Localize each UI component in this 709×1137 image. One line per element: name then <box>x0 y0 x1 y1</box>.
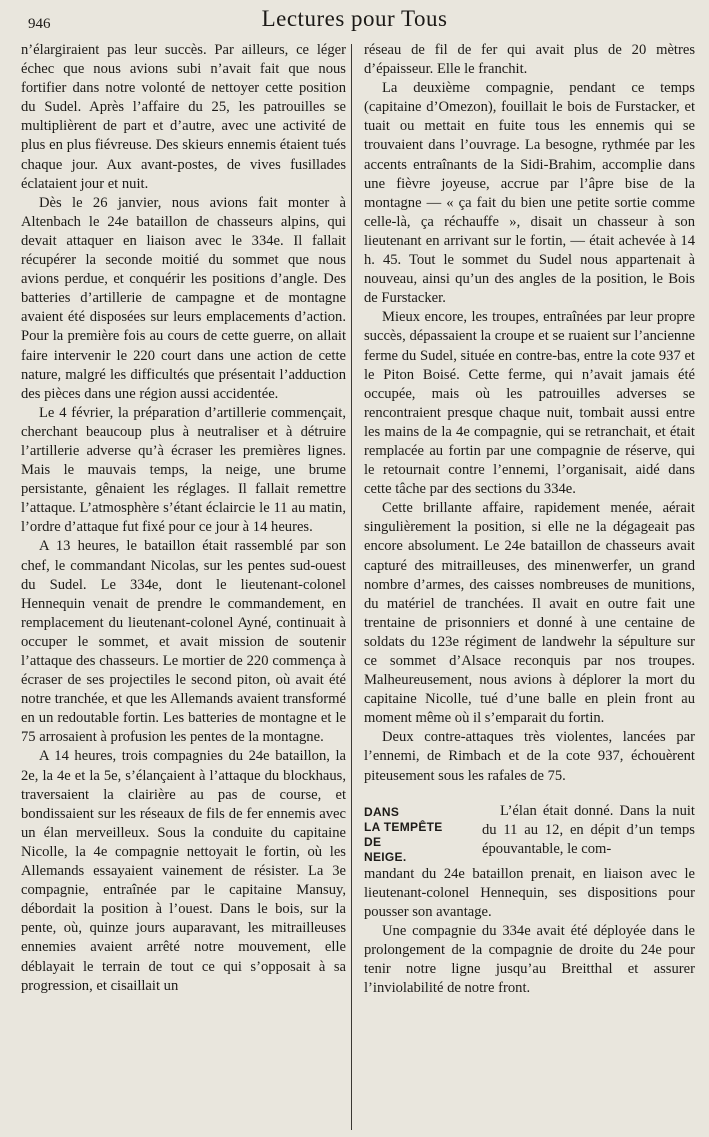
paragraph: réseau de fil de fer qui avait plus de 20 mètres d’épaisseur. Elle le franchit. <box>364 42 695 78</box>
sidehead-line: NEIGE. <box>364 849 407 864</box>
sidehead-line: LA TEMPÊTE <box>364 819 443 834</box>
paragraph: Deux contre-attaques très violentes, lancées par l’ennemi, de Rimbach et de la cote 937, échouèrent piteusement sous les rafales de 75. <box>364 729 695 784</box>
running-title: Lectures pour Tous <box>261 6 448 31</box>
page-number: 946 <box>28 16 51 32</box>
paragraph: Cette brillante affaire, rapidement menée, aérait singulièrement la position, si elle ne la dégageait pas encore absolument. Le 24e bataillon de chasseurs avait capturé des mitrailleuses, des minenwerfer, un grand nombre d’armes, des caisses nombreuses de munitions, du matériel de tranchées. Il avait en outre fait une trentaine de prisonniers et donné à une centaine de soldats du 123e régiment de landwehr la sépulture sur ce sommet d’Alsace reconquis par nos troupes. Malheureusement, nous avions à déplorer la mort du capitaine Nicolle, tué d’une balle en plein front au moment même où il s’emparait du fortin. <box>364 500 695 727</box>
sidehead-line: DE <box>364 834 382 849</box>
sidehead-paragraph: L’élan était donné. Dans la nuit du 11 au 12, en dépit d’un temps épouvantable, le com- <box>482 802 695 857</box>
paragraph: Mieux encore, les troupes, entraînées par leur propre succès, dépassaient la croupe et se ruaient sur l’ancienne ferme du Sudel, située en contre-bas, entre la cote 937 et le Piton Boisé. Cette ferme, qui n’avait jamais été occupée, mais où les patrouilles adverses se rencontraient presque chaque nuit, tombait aussi entre les mains de la 4e compagnie, qui se retranchait, et était remplacée au fortin par une compagnie de réserve, qui le retournait contre l’ennemi, l’organisait, aidé dans cette tâche par des sections du 334e. <box>364 309 695 498</box>
section-sidehead <box>364 802 482 865</box>
page-header <box>0 0 709 38</box>
column-divider <box>351 44 352 1130</box>
paragraph: Dès le 26 janvier, nous avions fait monter à Altenbach le 24e bataillon de chasseurs alpins, qui devait attaquer en liaison avec le 334e. Il fallait récupérer la seconde moitié du sommet que nous avions perdue, et conquérir les positions d’angle. Des batteries d’artillerie de campagne et de montagne avaient été disposées sur leurs emplacements d’action. Pour la première fois au cours de cette guerre, on allait faire intervenir le 220 court dans une action de cette nature, malgré les difficultés que présentait l’adduction des pièces dans une région aussi accidentée. <box>21 194 346 402</box>
left-column <box>21 41 346 1131</box>
paragraph: n’élargiraient pas leur succès. Par ailleurs, ce léger échec que nous avions subi n’avait fait que nous fortifier dans notre volonté de nettoyer cette position du Sudel. Après l’affaire du 25, les patrouilles se multiplièrent de part et d’autre, avec une activité de plus en plus fiévreuse. Des skieurs ennemis étaient tués chaque jour. Aux avant-postes, de vives fusillades éclataient jour et nuit. <box>21 42 346 192</box>
paragraph: A 13 heures, le bataillon était rassemblé par son chef, le commandant Nicolas, sur les pentes sud-ouest du Sudel. Le 334e, dont le lieutenant-colonel Hennequin venait de prendre le commandement, en remplacement du lieutenant-colonel Ayné, continuait à occuper le sommet, et avait mission de soutenir l’attaque des chasseurs. Le mortier de 220 commença à écraser de ses projectiles le second piton, où avait été notre tranchée, et que les Allemands avaient transformé en un redoutable fortin. Les batteries de montagne et le 75 arrosaient à profusion les pentes de la montagne. <box>21 538 346 746</box>
paragraph: A 14 heures, trois compagnies du 24e bataillon, la 2e, la 4e et la 5e, s’élançaient à l’attaque du blockhaus, traversaient la clairière au pas de course, et bondissaient sur les réseaux de fils de fer ennemis avec un élan merveilleux. Sous la conduite du capitaine Nicolle, la 4e compagnie nettoyait le fortin, où les Allemands essayaient vainement de résister. La 3e compagnie, entraînée par le capitaine Mansuy, débordait la position à l’ouest. Dans le bois, sur la pente, où, quinze jours auparavant, les mitrailleuses ennemies avaient arrêté notre mouvement, elle déblayait le terrain de tout ce qui s’opposait à sa progression, et cisaillait un <box>21 748 346 994</box>
paragraph-continuation: mandant du 24e bataillon prenait, en liaison avec le lieutenant-colonel Hennequin, ses dispositions pour pousser son avantage. <box>364 865 695 920</box>
paragraph: Une compagnie du 334e avait été déployée dans le prolongement de la compagnie de droite du 24e pour tenir notre ligne jusqu’au Breitthal et assurer l’inviolabilité de notre front. <box>364 922 695 997</box>
paragraph: La deuxième compagnie, pendant ce temps (capitaine d’Omezon), fouillait le bois de Furstacker, et tuait ou mettait en fuite tous les ennemis qui se trouvaient dans l’ouvrage. La besogne, rythmée par les accents entraînants de la Sidi-Brahim, accomplie dans une fièvre joyeuse, accrue par l’âpre bise de la montagne — « ça fait du bien une petite sortie comme celle-là, ça réchauffe », disait un chasseur à son lieutenant en arrivant sur le fortin, — était achevée à 14 h. 45. Tout le sommet du Sudel nous appartenait à nouveau, ainsi qu’un des angles de la position, le Bois de Furstacker. <box>364 80 695 307</box>
paragraph: Le 4 février, la préparation d’artillerie commençait, cherchant beaucoup plus à neutraliser et à détruire l’artillerie adverse qu’à écraser les premières lignes. Mais le mauvais temps, la neige, une brume persistante, gênaient les réglages. Il fallait remettre l’attaque. L’atmosphère s’étant éclaircie le 11 au matin, l’ordre d’attaque fut fixé pour ce jour à 14 heures. <box>21 404 346 536</box>
right-column <box>364 41 695 1131</box>
sidehead-line: DANS <box>364 804 400 819</box>
section-sidehead-block <box>364 802 695 865</box>
